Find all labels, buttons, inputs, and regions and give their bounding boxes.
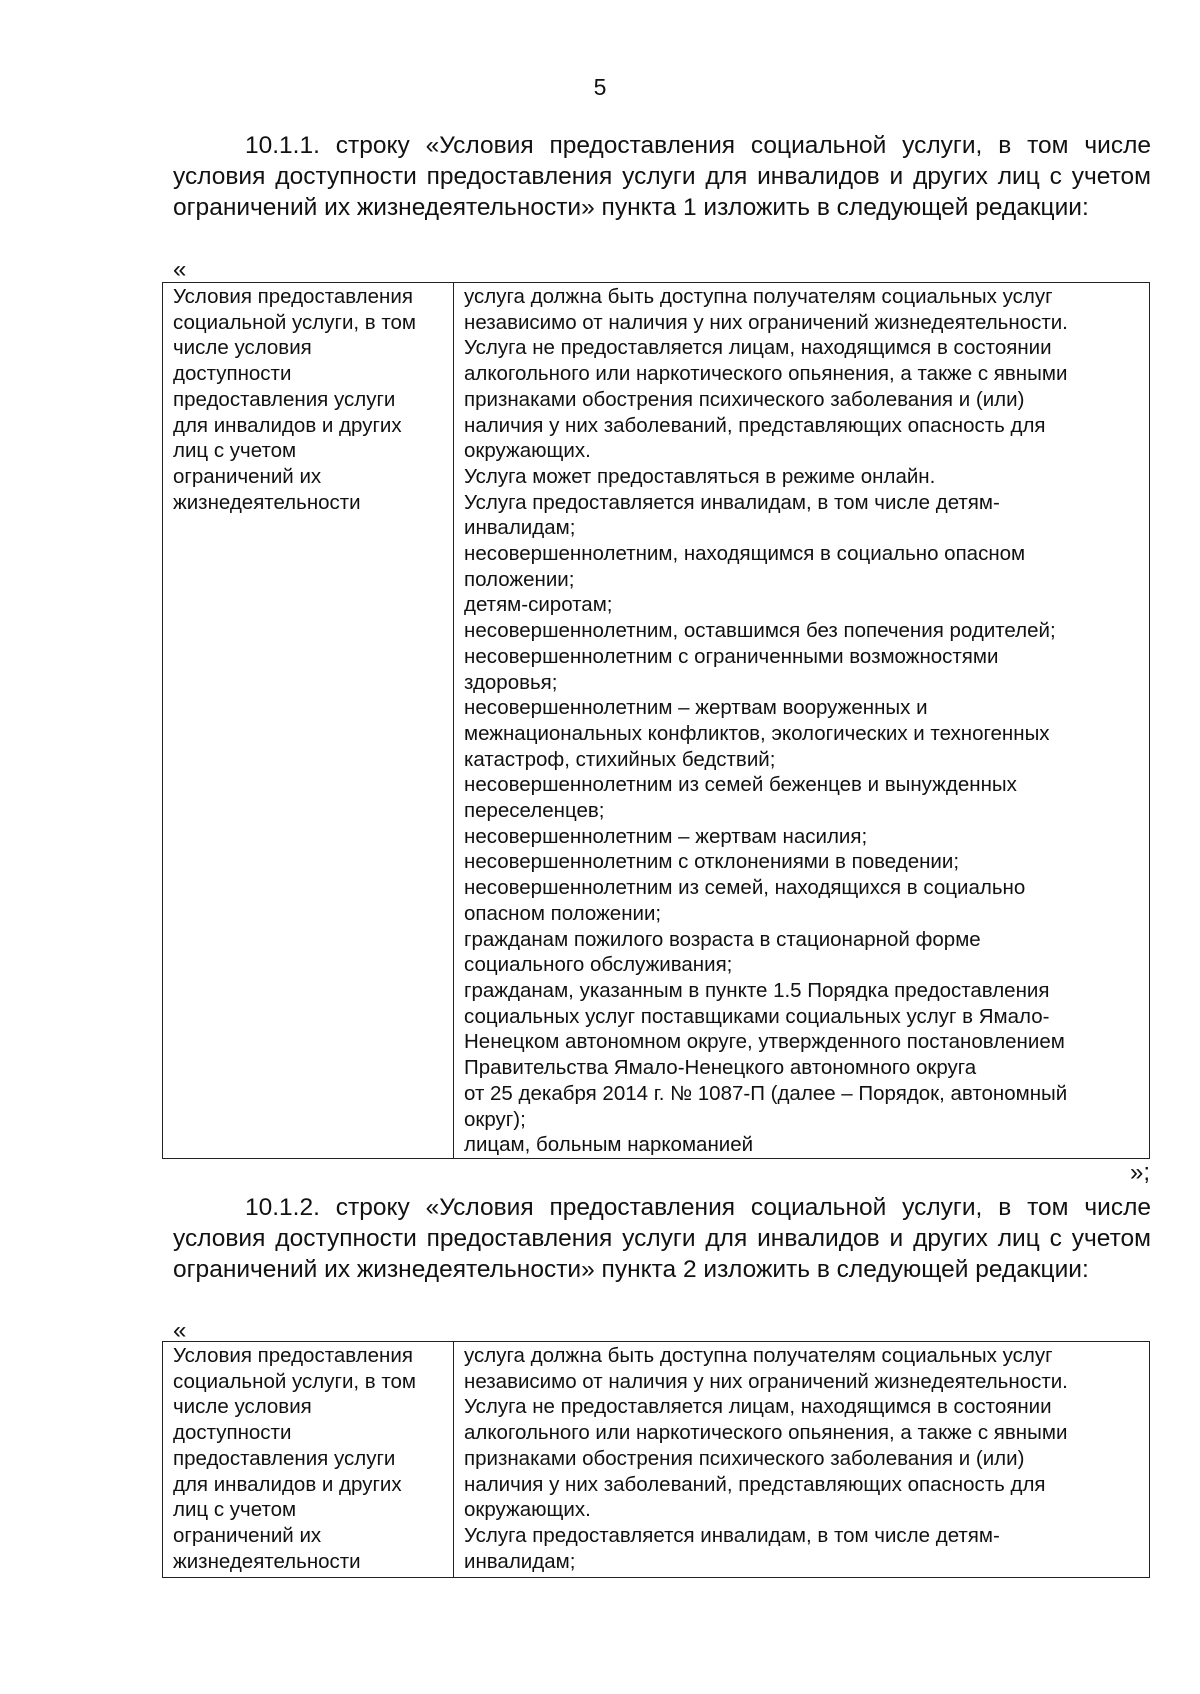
table-row bbox=[163, 1342, 1150, 1578]
cell-text-line: округ); bbox=[464, 1107, 526, 1131]
cell-text-line: социального обслуживания; bbox=[464, 953, 733, 977]
cell-text-line: независимо от наличия у них ограничений жизнедеятельности. bbox=[464, 310, 1068, 334]
cell-text-line: Услуга предоставляется инвалидам, в том числе детям- bbox=[464, 1523, 1000, 1547]
cell-text-line: окружающих. bbox=[464, 1498, 591, 1522]
table-cell-content bbox=[454, 1342, 1150, 1578]
cell-text-line: детям-сиротам; bbox=[464, 593, 613, 617]
left-cell-lines bbox=[173, 1343, 444, 1574]
cell-text-line: межнациональных конфликтов, экологических и техногенных bbox=[464, 721, 1050, 745]
cell-text-line: Услуга может предоставляться в режиме онлайн. bbox=[464, 464, 936, 488]
table-cell-label bbox=[163, 283, 454, 1159]
cell-text-line: для инвалидов и других bbox=[173, 1472, 402, 1496]
right-cell-lines bbox=[464, 284, 1140, 1158]
cell-text-line: лиц с учетом bbox=[173, 439, 297, 463]
cell-text-line: от 25 декабря 2014 г. № 1087-П (далее – Порядок, автономный bbox=[464, 1081, 1068, 1105]
cell-text-line: несовершеннолетним из семей беженцев и вынужденных bbox=[464, 773, 1017, 797]
cell-text-line: Услуга предоставляется инвалидам, в том числе детям- bbox=[464, 490, 1000, 514]
cell-text-line: услуга должна быть доступна получателям социальных услуг bbox=[464, 1344, 1053, 1367]
cell-text-line: жизнедеятельности bbox=[173, 490, 361, 514]
cell-text-line: несовершеннолетним – жертвам вооруженных и bbox=[464, 696, 928, 720]
cell-text-line: опасном положении; bbox=[464, 901, 662, 925]
cell-text-line: инвалидам; bbox=[464, 1549, 576, 1573]
cell-text-line: признаками обострения психического заболевания и (или) bbox=[464, 387, 1025, 411]
cell-text-line: доступности bbox=[173, 1421, 292, 1445]
cell-text-line: признаками обострения психического заболевания и (или) bbox=[464, 1446, 1025, 1470]
cell-text-line: несовершеннолетним – жертвам насилия; bbox=[464, 824, 868, 848]
table-cell-content bbox=[454, 283, 1150, 1159]
closing-quote-mark: »; bbox=[1129, 1159, 1150, 1186]
cell-text-line: катастроф, стихийных бедствий; bbox=[464, 747, 776, 771]
cell-text-line: несовершеннолетним из семей, находящихся в социально bbox=[464, 876, 1026, 900]
cell-text-line: ограничений их bbox=[173, 1523, 322, 1547]
cell-text-line: здоровья; bbox=[464, 670, 558, 694]
cell-text-line: социальной услуги, в том bbox=[173, 310, 417, 334]
cell-text-line: социальной услуги, в том bbox=[173, 1369, 417, 1393]
cell-text-line: Условия предоставления bbox=[173, 285, 413, 308]
cell-text-line: окружающих. bbox=[464, 439, 591, 463]
opening-quote-mark: « bbox=[173, 256, 187, 283]
cell-text-line: несовершеннолетним с ограниченными возможностями bbox=[464, 644, 999, 668]
cell-text-line: Условия предоставления bbox=[173, 1344, 413, 1367]
cell-text-line: лиц с учетом bbox=[173, 1498, 297, 1522]
cell-text-line: несовершеннолетним, оставшимся без попечения родителей; bbox=[464, 619, 1056, 643]
cell-text-line: гражданам пожилого возраста в стационарной форме bbox=[464, 927, 981, 951]
amendment-paragraph-10-1-2: 10.1.2. строку «Условия предоставления социальной услуги, в том числе условия доступности предоставления услуги для инвалидов и других лиц с учетом ограничений их жизнедеятельности» пункта 2 изложить в следующей редакции: bbox=[173, 1194, 1151, 1283]
cell-text-line: переселенцев; bbox=[464, 799, 605, 823]
amendment-table-10-1-1 bbox=[162, 282, 1150, 1159]
opening-quote-mark: « bbox=[173, 1317, 187, 1344]
table-row bbox=[163, 283, 1150, 1159]
cell-text-line: ограничений их bbox=[173, 464, 322, 488]
cell-text-line: доступности bbox=[173, 362, 292, 386]
cell-text-line: наличия у них заболеваний, представляющих опасность для bbox=[464, 413, 1046, 437]
cell-text-line: Услуга не предоставляется лицам, находящимся в состоянии bbox=[464, 1395, 1052, 1419]
cell-text-line: несовершеннолетним с отклонениями в поведении; bbox=[464, 850, 960, 874]
cell-text-line: жизнедеятельности bbox=[173, 1549, 361, 1573]
cell-text-line: алкогольного или наркотического опьянения, а также с явными bbox=[464, 1421, 1068, 1445]
table-cell-label bbox=[163, 1342, 454, 1578]
cell-text-line: алкогольного или наркотического опьянения, а также с явными bbox=[464, 362, 1068, 386]
cell-text-line: социальных услуг поставщиками социальных услуг в Ямало- bbox=[464, 1004, 1050, 1028]
amendment-table-10-1-2 bbox=[162, 1341, 1150, 1578]
cell-text-line: гражданам, указанным в пункте 1.5 Порядка предоставления bbox=[464, 978, 1050, 1002]
cell-text-line: положении; bbox=[464, 567, 575, 591]
cell-text-line: предоставления услуги bbox=[173, 1446, 396, 1470]
cell-text-line: лицам, больным наркоманией bbox=[464, 1133, 754, 1157]
cell-text-line: несовершеннолетним, находящимся в социально опасном bbox=[464, 542, 1026, 566]
cell-text-line: наличия у них заболеваний, представляющих опасность для bbox=[464, 1472, 1046, 1496]
cell-text-line: числе условия bbox=[173, 1395, 312, 1419]
cell-text-line: независимо от наличия у них ограничений жизнедеятельности. bbox=[464, 1369, 1068, 1393]
cell-text-line: Услуга не предоставляется лицам, находящимся в состоянии bbox=[464, 336, 1052, 360]
left-cell-lines bbox=[173, 284, 444, 515]
cell-text-line: предоставления услуги bbox=[173, 387, 396, 411]
cell-text-line: для инвалидов и других bbox=[173, 413, 402, 437]
cell-text-line: Правительства Ямало-Ненецкого автономного округа bbox=[464, 1056, 977, 1080]
amendment-paragraph-10-1-1: 10.1.1. строку «Условия предоставления социальной услуги, в том числе условия доступности предоставления услуги для инвалидов и других лиц с учетом ограничений их жизнедеятельности» пункта 1 изложить в следующей редакции: bbox=[173, 132, 1151, 221]
cell-text-line: инвалидам; bbox=[464, 516, 576, 540]
cell-text-line: числе условия bbox=[173, 336, 312, 360]
cell-text-line: услуга должна быть доступна получателям социальных услуг bbox=[464, 285, 1053, 308]
page-number: 5 bbox=[593, 74, 607, 100]
cell-text-line: Ненецком автономном округе, утвержденного постановлением bbox=[464, 1030, 1065, 1054]
right-cell-lines bbox=[464, 1343, 1140, 1574]
